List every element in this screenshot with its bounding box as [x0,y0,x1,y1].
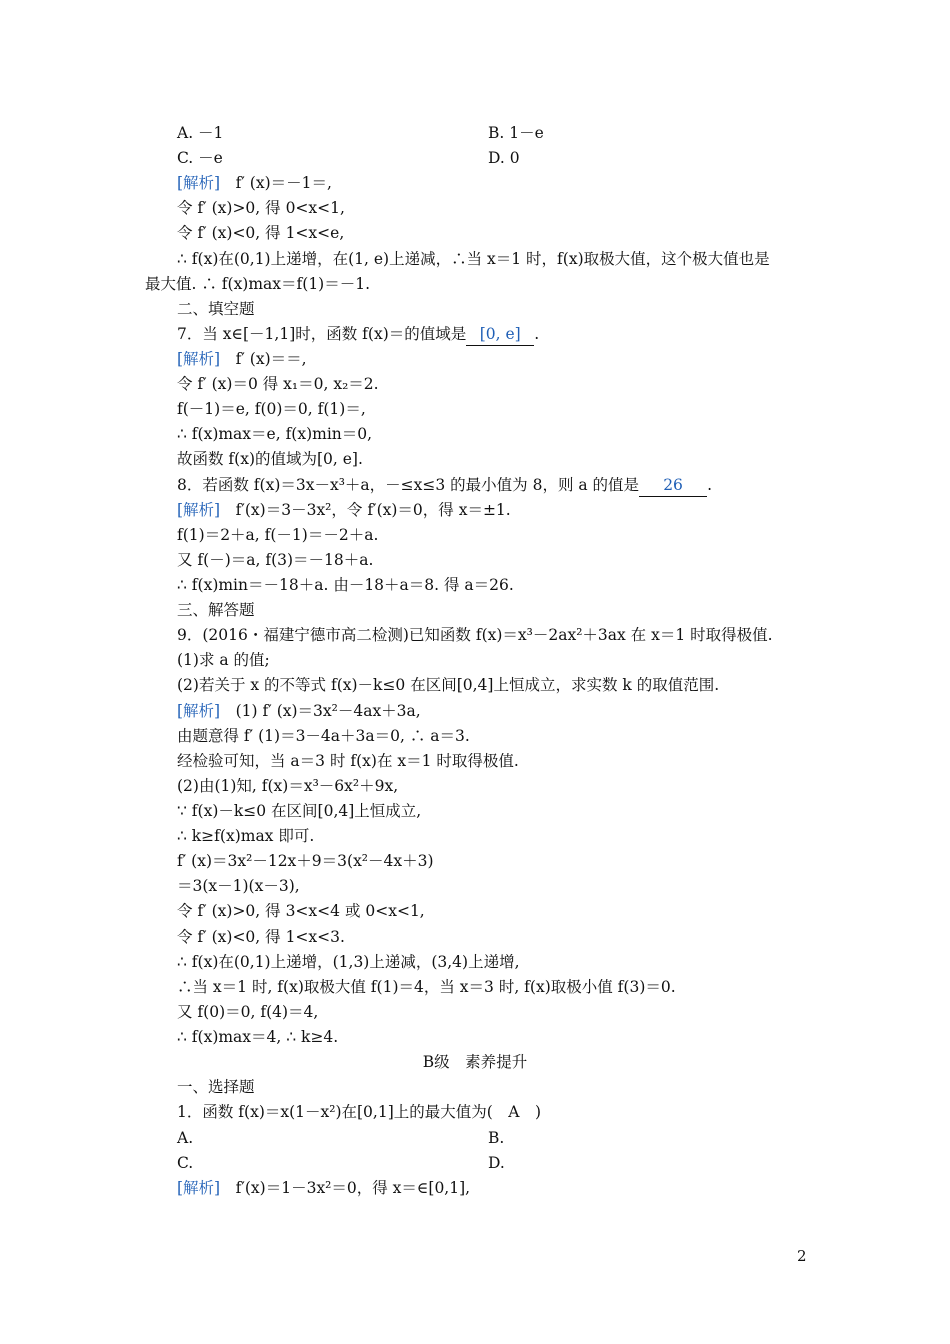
solution-line: 最大值. ∴ f(x)max＝f(1)＝－1. [145,275,371,293]
option-c: C. －e [177,149,223,167]
level-heading: B级 素养提升 [422,1053,528,1071]
question-stem: 1．函数 f(x)＝x(1－x²)在[0,1]上的最大值为( A ) [177,1103,542,1121]
section-heading: 三、解答题 [177,601,255,619]
solution-line: f(－1)＝e, f(0)＝0, f(1)＝, [177,400,366,418]
page-number: 2 [797,1247,807,1265]
solution-line: ∴ f(x)max＝4, ∴ k≥4. [177,1028,339,1046]
analysis-tag: [解析] [177,350,221,368]
option-d: D. 0 [488,149,520,167]
solution-line: ∴当 x＝1 时, f(x)取极大值 f(1)＝4，当 x＝3 时, f(x)取极小值 f(3)＝0. [177,978,676,996]
solution-line: 经检验可知，当 a＝3 时 f(x)在 x＝1 时取得极值. [177,752,519,770]
question-stem: 7．当 x∈[－1,1]时，函数 f(x)＝的值域是 [0, e] . [177,323,539,346]
solution-line: 令 f′ (x)>0, 得 3<x<4 或 0<x<1, [177,902,425,920]
question-part: (1)求 a 的值; [177,651,270,669]
solution-line: ∴ f(x)在(0,1)上递增，在(1, e)上递减，∴当 x＝1 时，f(x)取极大值，这个极大值也是 [177,250,770,268]
solution-line: 令 f′ (x)<0, 得 1<x<e, [177,224,345,242]
solution-line: [解析] f′ (x)＝＝, [177,350,307,368]
solution-line: 由题意得 f′ (1)＝3－4a＋3a＝0, ∴ a＝3. [177,727,470,745]
option-a: A. [177,1129,194,1147]
solution-line: 又 f(0)＝0, f(4)＝4, [177,1003,319,1021]
solution-line: 令 f′ (x)>0, 得 0<x<1, [177,199,345,217]
option-c: C. [177,1154,194,1172]
solution-line: [解析] f′(x)＝3－3x²，令 f′(x)＝0，得 x＝±1. [177,501,511,519]
solution-line: f′ (x)＝3x²－12x＋9＝3(x²－4x＋3) [177,852,434,870]
question-part: (2)若关于 x 的不等式 f(x)－k≤0 在区间[0,4]上恒成立，求实数 k 的取值范围. [177,676,720,694]
solution-line: 令 f′ (x)<0, 得 1<x<3. [177,928,345,946]
option-d: D. [488,1154,505,1172]
option-a: A. －1 [177,124,224,142]
solution-line: ∴ f(x)min＝－18＋a. 由－18＋a＝8. 得 a＝26. [177,576,514,594]
question-stem: 9．(2016・福建宁德市高二检测)已知函数 f(x)＝x³－2ax²＋3ax 在 x＝1 时取得极值. [177,626,773,644]
analysis-tag: [解析] [177,702,221,720]
question-stem: 8．若函数 f(x)＝3x－x³＋a，－≤x≤3 的最小值为 8，则 a 的值是 26 . [177,474,712,497]
answer-blank: [0, e] [466,323,534,346]
solution-line: [解析] f′ (x)＝－1＝, [177,174,332,192]
option-b: B. [488,1129,505,1147]
solution-line: [解析] f′(x)＝1－3x²＝0，得 x＝∈[0,1], [177,1179,471,1197]
section-heading: 一、选择题 [177,1078,255,1096]
solution-line: ∴ f(x)在(0,1)上递增，(1,3)上递减，(3,4)上递增, [177,953,520,971]
option-b: B. 1－e [488,124,544,142]
solution-line: f(1)＝2＋a, f(－1)＝－2＋a. [177,526,379,544]
answer-blank: 26 [639,474,707,497]
solution-line: ∴ f(x)max＝e, f(x)min＝0, [177,425,373,443]
solution-line: ＝3(x－1)(x－3), [177,877,300,895]
solution-line: (2)由(1)知, f(x)＝x³－6x²＋9x, [177,777,399,795]
solution-line: 故函数 f(x)的值域为[0, e]. [177,450,363,468]
solution-line: 又 f(－)＝a, f(3)＝－18＋a. [177,551,374,569]
analysis-tag: [解析] [177,501,221,519]
analysis-tag: [解析] [177,174,221,192]
solution-line: [解析] (1) f′ (x)＝3x²－4ax＋3a, [177,702,421,720]
section-heading: 二、填空题 [177,300,255,318]
solution-line: 令 f′ (x)＝0 得 x₁＝0, x₂＝2. [177,375,379,393]
solution-line: ∴ k≥f(x)max 即可. [177,827,315,845]
analysis-tag: [解析] [177,1179,221,1197]
solution-line: ∵ f(x)－k≤0 在区间[0,4]上恒成立, [177,802,422,820]
